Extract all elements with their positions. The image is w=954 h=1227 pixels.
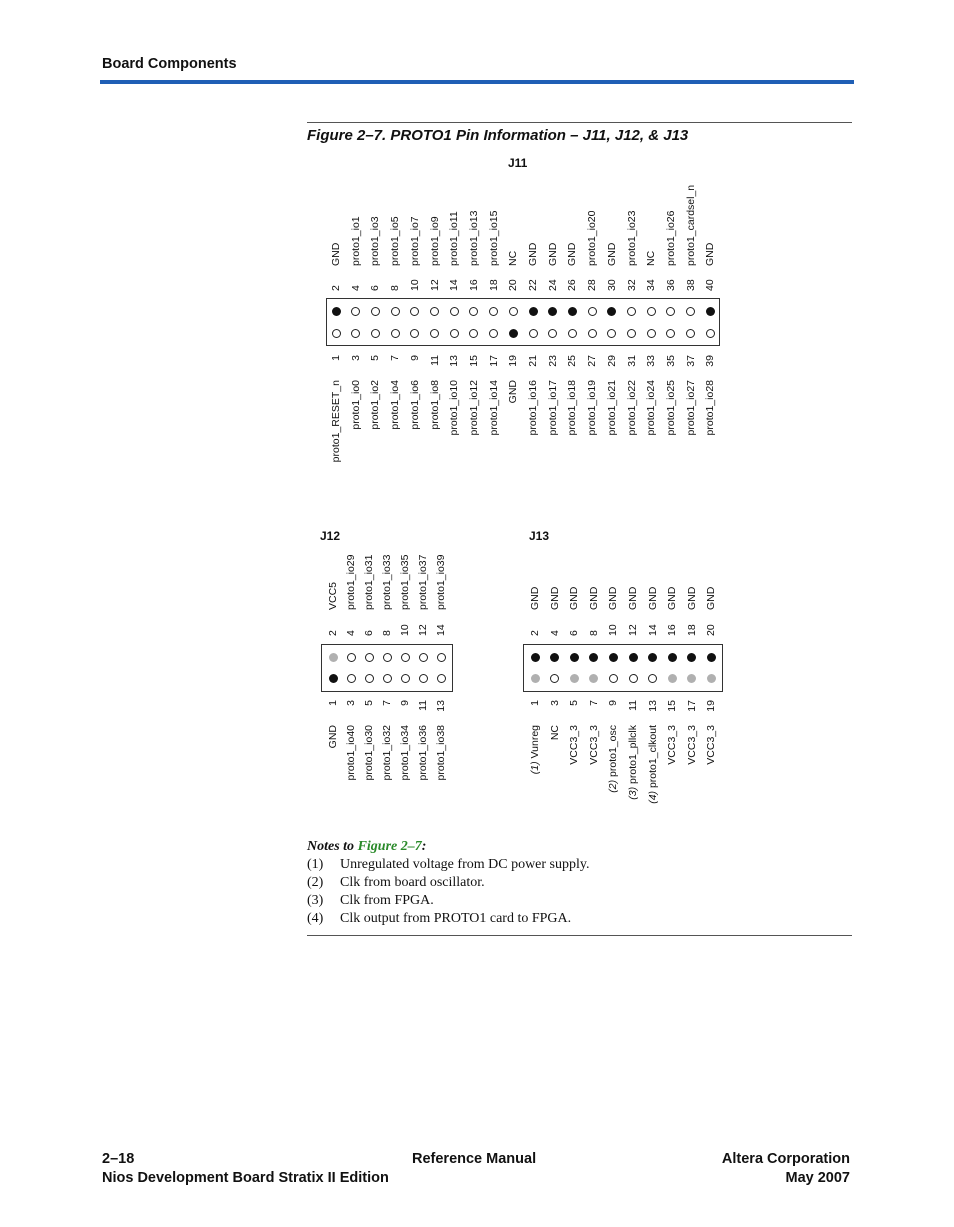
- j11-bottom-pin-number: 5: [369, 355, 382, 361]
- note-marker: (4): [646, 788, 659, 804]
- j11-pin: [450, 329, 459, 338]
- j11-pin: [391, 307, 400, 316]
- j12-top-pin-number: 8: [381, 630, 393, 636]
- j11-top-label: proto1_cardsel_n: [684, 184, 697, 266]
- j13-bottom-label: [568, 725, 580, 765]
- j11-bottom-pin-number: 15: [467, 355, 480, 367]
- j12-top-label: proto1_io35: [399, 554, 411, 610]
- j11-top-label: GND: [527, 242, 539, 266]
- j13-bottom-label: [529, 725, 541, 774]
- j12-bottom-label: [327, 725, 339, 748]
- j13-top-label: GND: [587, 586, 600, 610]
- j11-pin: [332, 329, 341, 338]
- j13-top-label: GND: [666, 586, 679, 610]
- pin-signal-name: VCC3_3: [685, 725, 698, 765]
- j12-bottom-label: [345, 725, 357, 780]
- j11-bottom-label: [507, 380, 519, 403]
- j11-connector-body: [326, 298, 720, 346]
- j13-pin: [589, 674, 598, 683]
- j11-top-pin-number: 40: [704, 279, 717, 291]
- j11-top-pin-number: 4: [349, 285, 362, 291]
- j11-pin: [666, 307, 675, 316]
- j12-bottom-label: [399, 725, 411, 780]
- j12-top-pin-number: 12: [417, 624, 429, 636]
- j11-bottom-label: [389, 380, 401, 430]
- j13-bottom-label: [686, 725, 698, 765]
- note-item: (2) Clk from board oscillator.: [307, 875, 485, 890]
- figure-bottom-rule: [307, 935, 852, 936]
- j11-bottom-label: [547, 380, 559, 435]
- figure-reference-link[interactable]: Figure 2–7: [357, 839, 422, 854]
- j11-bottom-label: [409, 380, 421, 430]
- j11-pin: [627, 329, 636, 338]
- j11-bottom-label: [704, 380, 716, 435]
- j11-pin: [529, 329, 538, 338]
- j11-top-label: GND: [704, 242, 717, 266]
- j13-pin: [531, 653, 540, 662]
- j11-top-label: proto1_io9: [428, 216, 441, 266]
- j12-bottom-label: [435, 725, 447, 780]
- j11-bottom-pin-number: 17: [487, 355, 500, 367]
- pin-signal-name: proto1_io22: [625, 380, 638, 436]
- j11-bottom-label: [429, 380, 441, 430]
- j13-bottom-label: [705, 725, 717, 765]
- j11-pin: [489, 307, 498, 316]
- pin-signal-name: proto1_io16: [527, 380, 539, 436]
- figure-notes: [307, 838, 589, 928]
- pin-signal-name: proto1_io34: [399, 725, 411, 781]
- j13-pin: [570, 653, 579, 662]
- pin-signal-name: proto1_io12: [467, 380, 480, 436]
- j11-bottom-pin-number: 21: [527, 355, 539, 367]
- figure-top-rule: [307, 122, 852, 123]
- pin-signal-name: proto1_io30: [363, 725, 375, 781]
- j13-title: J13: [529, 529, 550, 543]
- pin-signal-name: proto1_RESET_n: [330, 380, 342, 463]
- j13-pin: [531, 674, 540, 683]
- j12-bottom-pin-number: 1: [327, 700, 339, 706]
- j13-pin: [629, 653, 638, 662]
- pin-signal-name: VCC3_3: [568, 725, 581, 765]
- j11-bottom-label: [586, 380, 598, 435]
- pin-signal-name: proto1_pllclk: [627, 725, 639, 784]
- j11-bottom-pin-number: 9: [408, 355, 421, 361]
- j12-pin: [383, 674, 392, 683]
- j13-top-label: GND: [627, 586, 639, 610]
- pin-signal-name: proto1_io18: [566, 380, 579, 436]
- j11-pin: [469, 329, 478, 338]
- pin-signal-name: proto1_io6: [408, 380, 421, 430]
- j13-top-pin-number: 10: [607, 624, 620, 636]
- note-marker: (2): [607, 776, 620, 793]
- notes-title: Notes to Figure 2–7:: [307, 839, 427, 854]
- j11-top-label: proto1_io20: [586, 210, 599, 266]
- j11-top-pin-number: 6: [369, 285, 382, 291]
- j13-bottom-label: [627, 725, 639, 800]
- j13-top-label: GND: [705, 586, 718, 610]
- j13-bottom-pin-number: 13: [646, 700, 659, 712]
- j13-top-label: GND: [568, 586, 581, 610]
- j11-pin: [706, 307, 715, 316]
- j13-top-pin-number: 4: [548, 630, 561, 636]
- j13-bottom-label: [588, 725, 600, 765]
- j13-bottom-pin-number: 9: [607, 700, 620, 706]
- j12-pin: [347, 653, 356, 662]
- j12-top-pin-number: 4: [345, 630, 357, 636]
- j11-pin: [509, 307, 518, 316]
- pin-signal-name: proto1_io36: [417, 725, 429, 781]
- j11-bottom-label: [645, 380, 657, 435]
- j11-top-pin-number: 10: [408, 279, 421, 291]
- j11-bottom-pin-number: 39: [704, 355, 717, 367]
- j11-top-label: proto1_io3: [369, 216, 382, 266]
- j11-pin: [529, 307, 538, 316]
- j11-bottom-pin-number: 35: [664, 355, 677, 367]
- j11-bottom-pin-number: 7: [389, 355, 402, 361]
- j13-top-pin-number: 20: [705, 624, 718, 636]
- pin-signal-name: Vunreg: [529, 725, 541, 759]
- pin-signal-name: proto1_io0: [349, 380, 362, 430]
- j11-top-label: GND: [330, 242, 342, 266]
- j11-bottom-label: [350, 380, 362, 430]
- j11-bottom-label: [566, 380, 578, 435]
- j11-top-label: proto1_io26: [664, 210, 677, 266]
- j11-pin: [469, 307, 478, 316]
- j11-top-pin-number: 38: [684, 279, 697, 291]
- j13-top-pin-number: 14: [646, 624, 659, 636]
- j11-top-label: GND: [546, 242, 559, 266]
- j12-top-pin-number: 2: [327, 630, 339, 636]
- j12-pin: [401, 653, 410, 662]
- j11-top-pin-number: 16: [467, 279, 480, 291]
- j11-bottom-pin-number: 1: [330, 355, 342, 361]
- j11-bottom-label: [527, 380, 539, 435]
- j11-pin: [607, 307, 616, 316]
- pin-signal-name: proto1_io27: [684, 380, 697, 436]
- j13-pin: [609, 674, 618, 683]
- j12-bottom-pin-number: 11: [417, 700, 429, 711]
- j12-title: J12: [320, 529, 341, 543]
- j11-bottom-pin-number: 19: [507, 355, 520, 367]
- j11-pin: [647, 307, 656, 316]
- j12-pin: [401, 674, 410, 683]
- pin-signal-name: proto1_io10: [448, 380, 461, 436]
- j11-top-pin-number: 26: [566, 279, 579, 291]
- footer-edition: Nios Development Board Stratix II Edition: [102, 1170, 389, 1186]
- j11-pin: [489, 329, 498, 338]
- j12-pin: [365, 653, 374, 662]
- pin-signal-name: proto1_io38: [435, 725, 447, 781]
- j13-bottom-pin-number: 17: [685, 700, 698, 712]
- j11-bottom-pin-number: 27: [586, 355, 599, 367]
- j13-top-pin-number: 12: [627, 624, 639, 636]
- j11-top-label: GND: [605, 242, 618, 266]
- note-item: (4) Clk output from PROTO1 card to FPGA.: [307, 911, 572, 926]
- j12-top-label: proto1_io31: [363, 554, 375, 610]
- j11-bottom-label: [685, 380, 697, 435]
- j12-pin: [365, 674, 374, 683]
- j13-pin: [687, 674, 696, 683]
- j13-bottom-label: [647, 725, 659, 804]
- j11-top-label: proto1_io15: [487, 210, 500, 266]
- j11-pin: [351, 329, 360, 338]
- j13-bottom-label: [549, 725, 561, 740]
- j12-pin: [437, 653, 446, 662]
- j11-bottom-pin-number: 23: [546, 355, 559, 367]
- j11-pin: [548, 329, 557, 338]
- j11-bottom-label: [626, 380, 638, 435]
- j11-top-pin-number: 20: [507, 279, 520, 291]
- j12-bottom-pin-number: 5: [363, 700, 375, 706]
- header-rule: [100, 80, 854, 84]
- j11-title: J11: [508, 156, 528, 170]
- j12-top-pin-number: 14: [435, 624, 447, 636]
- j11-bottom-label: [665, 380, 677, 435]
- j11-bottom-label: [468, 380, 480, 435]
- pin-signal-name: VCC3_3: [587, 725, 600, 765]
- j12-top-label: proto1_io33: [381, 554, 393, 610]
- j11-pin: [627, 307, 636, 316]
- pin-signal-name: proto1_io2: [369, 380, 382, 430]
- note-item: (1) Unregulated voltage from DC power supply.: [307, 857, 590, 872]
- j12-pin: [419, 674, 428, 683]
- j11-pin: [607, 329, 616, 338]
- j11-top-pin-number: 28: [586, 279, 599, 291]
- j12-pin: [437, 674, 446, 683]
- j11-top-label: GND: [566, 242, 579, 266]
- j13-pin: [707, 653, 716, 662]
- j13-pin: [687, 653, 696, 662]
- j12-connector-body: [321, 644, 453, 692]
- j11-top-pin-number: 30: [605, 279, 618, 291]
- j11-top-pin-number: 24: [546, 279, 559, 291]
- section-header: Board Components: [102, 56, 237, 72]
- pin-signal-name: proto1_io21: [605, 380, 618, 436]
- j13-bottom-pin-number: 15: [666, 700, 679, 712]
- j11-top-label: proto1_io1: [349, 216, 362, 266]
- j11-pin: [430, 329, 439, 338]
- note-item: (3) Clk from FPGA.: [307, 893, 434, 908]
- pin-signal-name: NC: [548, 725, 561, 741]
- j13-bottom-label: [666, 725, 678, 765]
- pin-signal-name: proto1_clkout: [646, 725, 659, 789]
- j11-pin: [666, 329, 675, 338]
- j11-bottom-pin-number: 3: [349, 355, 362, 361]
- j13-top-pin-number: 6: [568, 630, 581, 636]
- j11-pin: [391, 329, 400, 338]
- j13-pin: [609, 653, 618, 662]
- j13-top-label: GND: [685, 586, 698, 610]
- j13-bottom-pin-number: 7: [587, 700, 600, 706]
- j11-top-pin-number: 18: [487, 279, 500, 291]
- pin-signal-name: VCC3_3: [705, 725, 718, 765]
- j11-bottom-label: [488, 380, 500, 435]
- pin-signal-name: proto1_io40: [345, 725, 357, 781]
- note-marker: (1): [529, 758, 541, 775]
- pin-signal-name: VCC3_3: [666, 725, 679, 765]
- j12-bottom-pin-number: 9: [399, 700, 411, 706]
- j13-bottom-pin-number: 3: [548, 700, 561, 706]
- j11-pin: [410, 307, 419, 316]
- j12-pin: [329, 674, 338, 683]
- j11-pin: [588, 307, 597, 316]
- j11-pin: [410, 329, 419, 338]
- j11-bottom-label: [330, 380, 342, 462]
- j13-pin: [570, 674, 579, 683]
- j13-bottom-pin-number: 1: [529, 700, 541, 706]
- j13-top-label: GND: [548, 586, 561, 610]
- j13-top-pin-number: 16: [666, 624, 679, 636]
- j11-bottom-pin-number: 31: [625, 355, 638, 367]
- j11-top-pin-number: 12: [428, 279, 441, 291]
- j11-pin: [450, 307, 459, 316]
- j12-pin: [383, 653, 392, 662]
- j12-top-pin-number: 10: [399, 624, 411, 636]
- j11-bottom-label: [606, 380, 618, 435]
- j12-top-label: proto1_io39: [435, 554, 447, 610]
- j11-bottom-label: [448, 380, 460, 435]
- pin-signal-name: proto1_osc: [607, 725, 620, 777]
- j11-pin: [686, 329, 695, 338]
- footer-company: Altera Corporation: [721, 1151, 850, 1167]
- j12-top-label: proto1_io29: [345, 554, 357, 610]
- j12-pin: [419, 653, 428, 662]
- j11-pin: [706, 329, 715, 338]
- j11-top-label: proto1_io11: [448, 211, 461, 266]
- j11-bottom-pin-number: 33: [645, 355, 658, 367]
- j12-bottom-pin-number: 13: [435, 700, 447, 712]
- pin-signal-name: GND: [327, 725, 339, 749]
- j12-top-pin-number: 6: [363, 630, 375, 636]
- j11-top-pin-number: 34: [645, 279, 658, 291]
- j13-top-label: GND: [646, 586, 659, 610]
- j12-bottom-label: [363, 725, 375, 780]
- j11-top-label: proto1_io23: [625, 210, 638, 266]
- j12-bottom-label: [381, 725, 393, 780]
- j11-bottom-pin-number: 11: [428, 355, 441, 366]
- j12-bottom-label: [417, 725, 429, 780]
- j11-bottom-pin-number: 13: [448, 355, 461, 367]
- pin-signal-name: GND: [507, 380, 520, 404]
- note-marker: (3): [627, 783, 639, 800]
- j12-top-label: proto1_io37: [417, 554, 429, 610]
- j11-top-pin-number: 22: [527, 279, 539, 291]
- pin-signal-name: proto1_io24: [645, 380, 658, 436]
- footer-page-number: 2–18: [102, 1151, 135, 1167]
- j13-bottom-pin-number: 19: [705, 700, 718, 712]
- j13-top-label: GND: [529, 586, 541, 610]
- j12-pin: [347, 674, 356, 683]
- j11-top-label: proto1_io5: [389, 216, 402, 266]
- j13-bottom-pin-number: 11: [627, 700, 639, 711]
- j11-top-pin-number: 14: [448, 279, 461, 291]
- j13-pin: [668, 653, 677, 662]
- j12-bottom-pin-number: 7: [381, 700, 393, 706]
- j11-top-pin-number: 36: [664, 279, 677, 291]
- j11-bottom-pin-number: 37: [684, 355, 697, 367]
- j11-pin: [548, 307, 557, 316]
- j12-top-label: VCC5: [327, 581, 339, 610]
- j13-connector-body: [523, 644, 723, 692]
- j11-pin: [430, 307, 439, 316]
- j11-top-label: NC: [507, 250, 520, 266]
- j11-top-pin-number: 32: [625, 279, 638, 291]
- j13-pin: [550, 653, 559, 662]
- j11-pin: [568, 329, 577, 338]
- j11-bottom-pin-number: 25: [566, 355, 579, 367]
- j11-top-pin-number: 2: [330, 285, 342, 291]
- j11-top-label: NC: [645, 250, 658, 266]
- j11-top-label: proto1_io7: [408, 216, 421, 266]
- j13-pin: [668, 674, 677, 683]
- pin-signal-name: proto1_io4: [389, 380, 402, 430]
- j11-pin: [568, 307, 577, 316]
- pin-signal-name: proto1_io17: [546, 380, 559, 436]
- j13-pin: [629, 674, 638, 683]
- j13-bottom-label: [607, 725, 619, 793]
- j13-top-pin-number: 2: [529, 630, 541, 636]
- pin-signal-name: proto1_io25: [664, 380, 677, 436]
- j12-bottom-pin-number: 3: [345, 700, 357, 706]
- j11-pin: [371, 329, 380, 338]
- j11-pin: [371, 307, 380, 316]
- footer-date: May 2007: [785, 1170, 850, 1186]
- j11-pin: [332, 307, 341, 316]
- pin-signal-name: proto1_io32: [381, 725, 393, 781]
- j13-pin: [648, 653, 657, 662]
- j13-pin: [648, 674, 657, 683]
- j13-pin: [707, 674, 716, 683]
- j11-pin: [647, 329, 656, 338]
- j11-pin: [686, 307, 695, 316]
- j13-top-pin-number: 18: [685, 624, 698, 636]
- j13-pin: [589, 653, 598, 662]
- footer-doc-title: Reference Manual: [412, 1151, 537, 1167]
- figure-title: Figure 2–7. PROTO1 Pin Information – J11, J12, & J13: [307, 127, 689, 144]
- j11-top-pin-number: 8: [389, 285, 402, 291]
- j11-bottom-label: [369, 380, 381, 430]
- pin-signal-name: proto1_io14: [487, 380, 500, 436]
- j11-pin: [588, 329, 597, 338]
- j11-top-label: proto1_io13: [467, 210, 480, 266]
- pin-signal-name: proto1_io8: [428, 380, 441, 430]
- j13-bottom-pin-number: 5: [568, 700, 581, 706]
- j13-top-label: GND: [607, 586, 620, 610]
- j12-pin: [329, 653, 338, 662]
- j11-pin: [351, 307, 360, 316]
- j13-pin: [550, 674, 559, 683]
- j11-pin: [509, 329, 518, 338]
- pin-signal-name: proto1_io28: [704, 380, 717, 436]
- j11-bottom-pin-number: 29: [605, 355, 618, 367]
- j13-top-pin-number: 8: [587, 630, 600, 636]
- pin-signal-name: proto1_io19: [586, 380, 599, 436]
